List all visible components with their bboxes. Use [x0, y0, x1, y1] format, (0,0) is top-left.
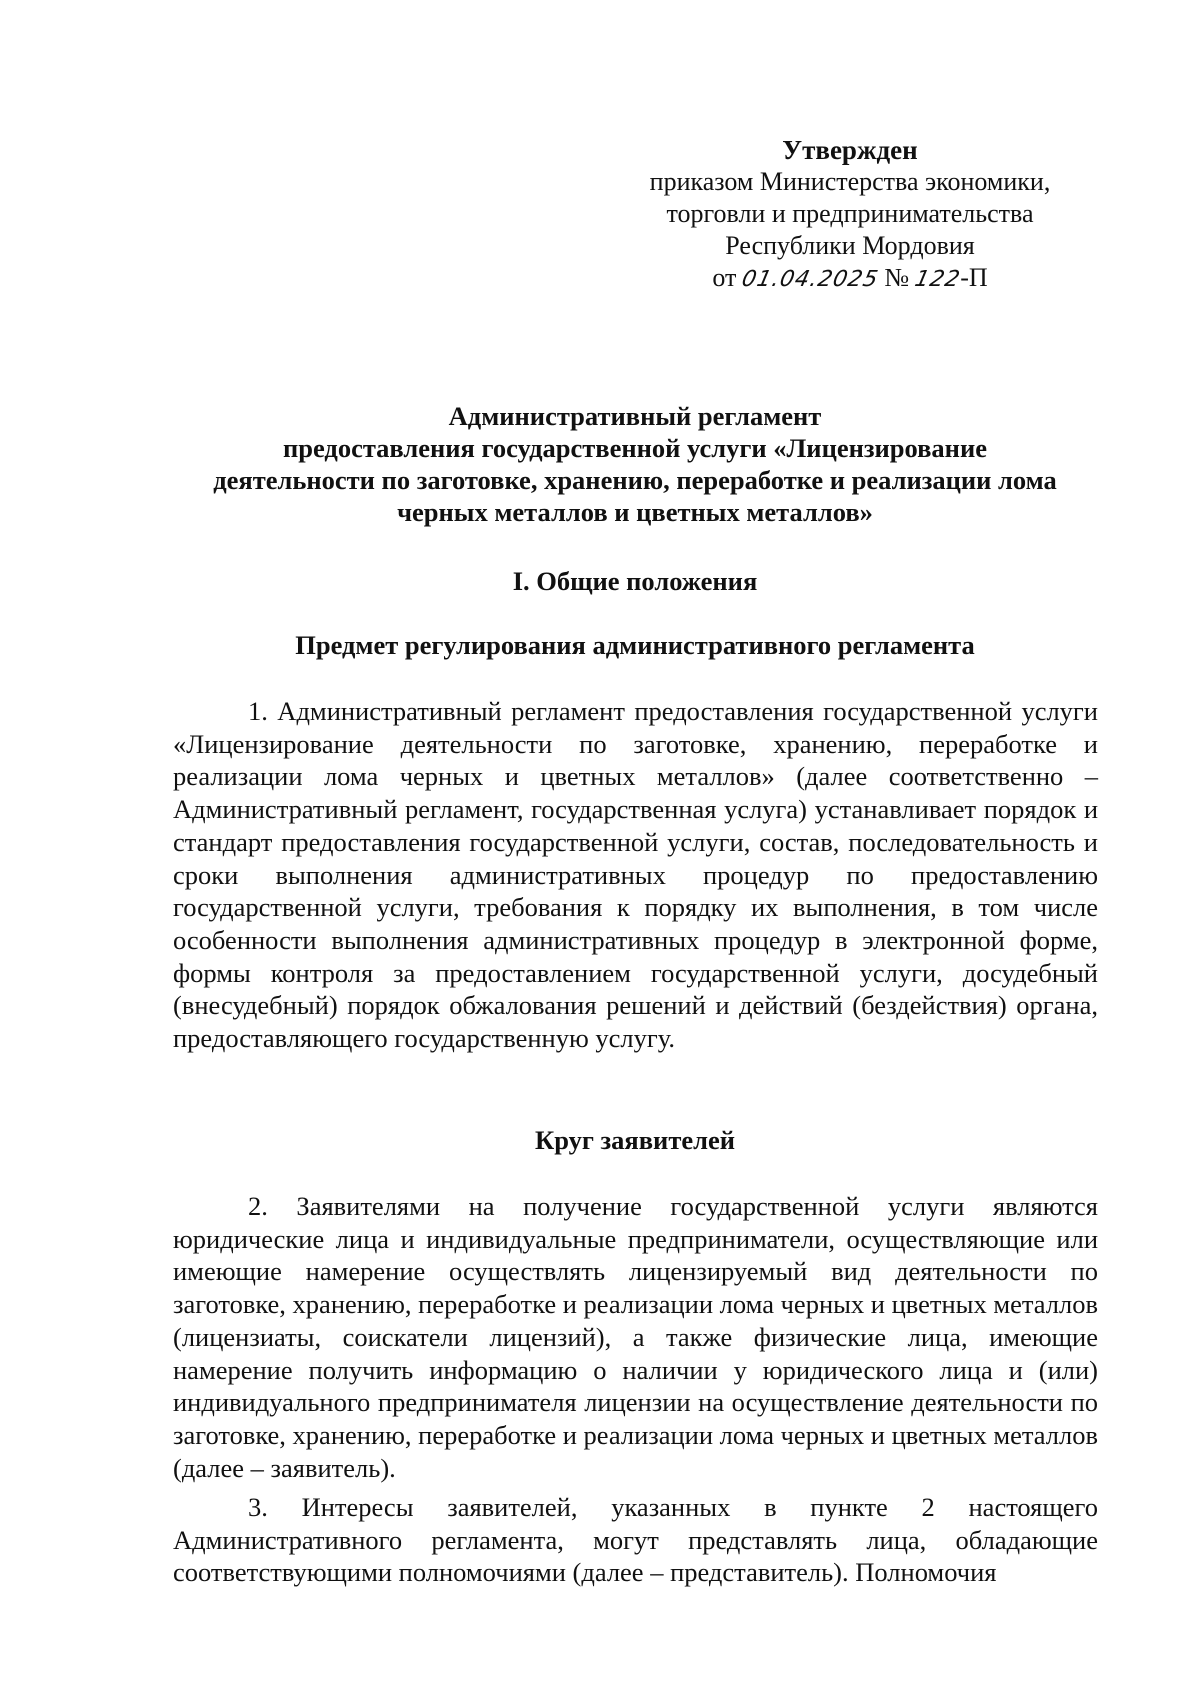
paragraph-3: 3. Интересы заявителей, указанных в пункте 2 настоящего Административного регламента, могут представлять лица, обладающие соответствующими полномочиями (далее – представитель). Полномочия	[173, 1492, 1098, 1588]
document-title	[170, 400, 1100, 528]
number-sign: №	[884, 263, 910, 292]
approval-line-2: торговли и предпринимательства	[666, 199, 1034, 228]
approval-line-1: приказом Министерства экономики,	[649, 167, 1051, 196]
date-prefix: от	[712, 263, 737, 292]
approval-date-line	[600, 262, 1100, 296]
section-heading-general: I. Общие положения	[512, 566, 758, 596]
paragraph-1: 1. Административный регламент предоставления государственной услуги «Лицензирование деятельности по заготовке, хранению, переработке и реализации лома черных и цветных металлов» (далее соответственно – Административный регламент, государственная услуга) устанавливает порядок и стандарт предоставления государственной услуги, состав, последовательность и сроки выполнения административных процедур по предоставлению государственной услуги, требования к порядку их выполнения, в том числе особенности выполнения административных процедур в электронной форме, формы контроля за предоставлением государственной услуги, досудебный (внесудебный) порядок обжалования решений и действий (бездействия) органа, предоставляющего государственную услугу.	[173, 696, 1098, 1054]
title-line-2: предоставления государственной услуги «Лицензирование	[283, 433, 987, 463]
approval-block	[600, 134, 1100, 296]
title-line-4: черных металлов и цветных металлов»	[397, 497, 873, 527]
approval-line-3: Республики Мордовия	[725, 231, 975, 260]
handwritten-number: 122	[912, 267, 963, 292]
subsection-heading-applicants: Круг заявителей	[534, 1125, 735, 1155]
subsection-heading-subject: Предмет регулирования административного регламента	[295, 630, 975, 660]
title-line-3: деятельности по заготовке, хранению, переработке и реализации лома	[213, 465, 1057, 495]
number-suffix: -П	[960, 263, 988, 292]
approval-heading: Утвержден	[782, 135, 918, 165]
title-line-1: Административный регламент	[448, 401, 822, 431]
handwritten-date: 01.04.2025	[739, 267, 882, 292]
paragraph-2: 2. Заявителями на получение государственной услуги являются юридические лица и индивидуальные предприниматели, осуществляющие или имеющие намерение осуществлять лицензируемый вид деятельности по заготовке, хранению, переработке и реализации лома черных и цветных металлов (лицензиаты, соискатели лицензий), а также физические лица, имеющие намерение получить информацию о наличии у юридического лица и (или) индивидуального предпринимателя лицензии на осуществление деятельности по заготовке, хранению, переработке и реализации лома черных и цветных металлов (далее – заявитель).	[173, 1191, 1098, 1483]
